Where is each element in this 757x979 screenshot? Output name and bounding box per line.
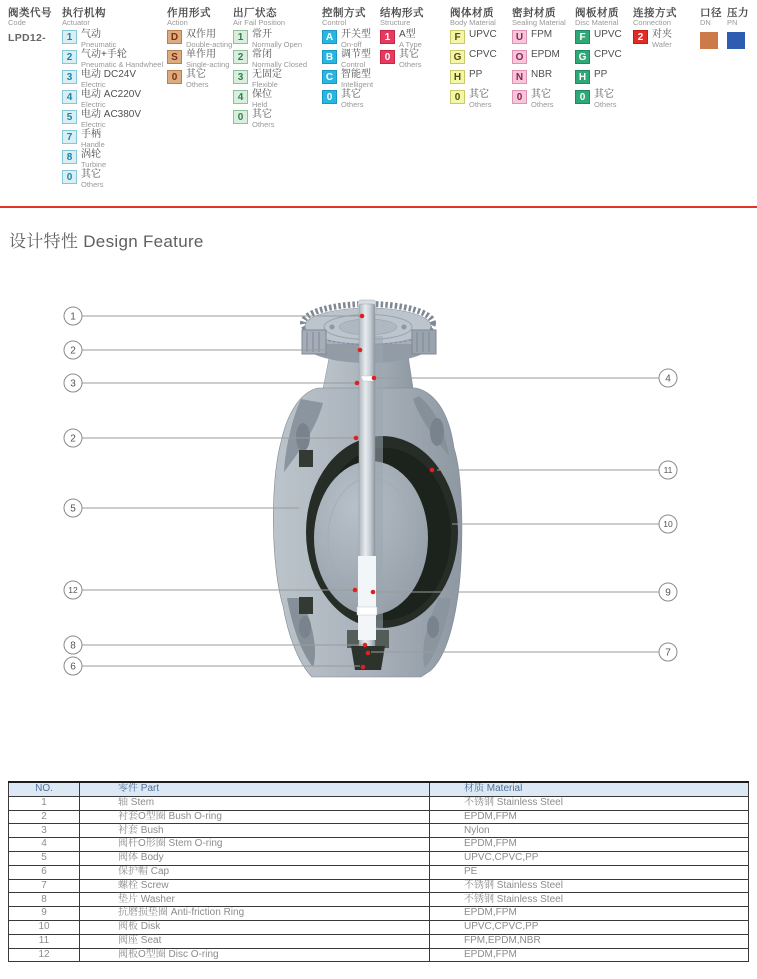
column-title-cn: 密封材质 — [512, 7, 556, 19]
table-row — [9, 879, 749, 893]
column-title-cn: 作用形式 — [167, 7, 211, 19]
part-no: 2 — [9, 810, 80, 824]
item-label-en: Single-acting — [186, 59, 230, 69]
column-title-cn: 阀类代号 — [8, 7, 52, 19]
part-no: 7 — [9, 879, 80, 893]
code-item — [322, 70, 373, 90]
code-column-control — [322, 8, 373, 110]
item-label-en: Others — [469, 99, 492, 109]
code-box: 1 — [380, 30, 395, 44]
item-label-cn: A型 — [399, 29, 416, 40]
part-name: 保护帽 Cap — [80, 865, 430, 879]
callout-number: 6 — [70, 661, 76, 673]
callout-number: 11 — [663, 465, 673, 476]
part-material: 不锈钢 Stainless Steel — [430, 893, 749, 907]
column-title-en: Structure — [380, 18, 411, 27]
column-title-cn: 执行机构 — [62, 7, 106, 19]
table-row — [9, 907, 749, 921]
item-label-cn: PP — [469, 69, 483, 80]
page-title — [9, 227, 204, 252]
code-box: 2 — [633, 30, 648, 44]
column-title-en: Sealing Material — [512, 18, 566, 27]
code-item — [167, 50, 232, 70]
part-material: UPVC,CPVC,PP — [430, 851, 749, 865]
item-label-cn: 其它 — [81, 169, 101, 180]
item-label-en: Control — [341, 59, 366, 69]
item-label-cn: UPVC — [469, 29, 497, 40]
item-label-cn: 气动 — [81, 29, 101, 40]
table-row — [9, 948, 749, 962]
item-label-en: Others — [399, 59, 422, 69]
item-label-cn: 其它 — [252, 109, 272, 120]
item-label-en: Others — [186, 79, 209, 89]
code-column-body-material — [450, 8, 497, 110]
item-label-cn: 其它 — [469, 89, 489, 100]
code-box: D — [167, 30, 182, 44]
callout-number: 9 — [665, 587, 671, 599]
code-item — [322, 90, 373, 110]
part-material: EPDM,FPM — [430, 948, 749, 962]
page-title-en: Design Feature — [83, 232, 204, 251]
item-label-cn: 其它 — [399, 49, 419, 60]
code-box: O — [512, 50, 527, 64]
callout-number: 1 — [70, 311, 76, 323]
part-no: 1 — [9, 796, 80, 810]
code-box: 0 — [167, 70, 182, 84]
code-item — [62, 90, 163, 110]
part-material: 不锈钢 Stainless Steel — [430, 796, 749, 810]
part-name: 阀板O型圈 Disc O-ring — [80, 948, 430, 962]
item-label-en: On-off — [341, 39, 362, 49]
code-item — [322, 30, 373, 50]
item-label-en: Normally Open — [252, 39, 303, 49]
code-box: A — [322, 30, 337, 44]
table-row — [9, 893, 749, 907]
column-title-cn: 出厂状态 — [233, 7, 277, 19]
table-row — [9, 824, 749, 838]
code-column-actuator — [62, 8, 163, 190]
column-title-en: Body Material — [450, 18, 496, 27]
item-label-cn: EPDM — [531, 49, 560, 60]
item-label-cn: 单作用 — [186, 49, 216, 60]
table-header-row — [9, 782, 749, 796]
item-label-en: Electric — [81, 119, 106, 129]
code-box: 3 — [233, 70, 248, 84]
code-item — [233, 70, 307, 90]
code-box: 0 — [512, 90, 527, 104]
code-box: N — [512, 70, 527, 84]
code-item — [450, 70, 497, 90]
code-item — [62, 150, 163, 170]
part-material: PE — [430, 865, 749, 879]
code-column-structure — [380, 8, 424, 70]
item-label-cn: 开关型 — [341, 29, 371, 40]
part-name: 阀杆O形圈 Stem O-ring — [80, 838, 430, 852]
part-material: EPDM,FPM — [430, 838, 749, 852]
part-material: Nylon — [430, 824, 749, 838]
part-no: 10 — [9, 920, 80, 934]
code-item — [450, 90, 497, 110]
item-label-cn: 对夹 — [652, 29, 672, 40]
code-box: 8 — [62, 150, 77, 164]
item-label-cn: 常开 — [252, 29, 272, 40]
code-item — [233, 30, 307, 50]
item-label-cn: 其它 — [594, 89, 614, 100]
code-box: 7 — [62, 130, 77, 144]
code-box: 0 — [62, 170, 77, 184]
item-label-en: Others — [531, 99, 554, 109]
code-item — [62, 30, 163, 50]
code-item — [633, 30, 677, 50]
callout-number: 8 — [70, 640, 76, 652]
code-box: G — [575, 50, 590, 64]
page-title-cn: 设计特性 — [9, 232, 79, 251]
column-title-en: Control — [322, 18, 347, 27]
item-label-cn: PP — [594, 69, 608, 80]
code-item — [62, 110, 163, 130]
code-box: S — [167, 50, 182, 64]
code-column-air-fail-position — [233, 8, 307, 130]
pn-color-swatch — [727, 32, 745, 49]
column-title-en: PN — [727, 18, 738, 27]
column-title-en: DN — [700, 18, 711, 27]
item-label-en: Others — [81, 179, 104, 189]
code-item — [62, 130, 163, 150]
code-item — [512, 70, 566, 90]
part-no: 12 — [9, 948, 80, 962]
column-title-cn: 阀板材质 — [575, 7, 619, 19]
code-column-sealing-material — [512, 8, 566, 110]
callout-number: 2 — [70, 345, 76, 357]
item-label-cn: 其它 — [341, 89, 361, 100]
code-box: 0 — [322, 90, 337, 104]
item-label-en: Pneumatic & Handwheel — [81, 59, 164, 69]
item-label-cn: 手柄 — [81, 129, 101, 140]
column-title-en: Action — [167, 18, 188, 27]
table-row — [9, 810, 749, 824]
part-no: 11 — [9, 934, 80, 948]
part-name: 轴 Stem — [80, 796, 430, 810]
item-label-cn: 常闭 — [252, 49, 272, 60]
item-label-en: Turbine — [81, 159, 107, 169]
code-item — [62, 170, 163, 190]
code-box: 0 — [450, 90, 465, 104]
table-row — [9, 851, 749, 865]
code-box: 4 — [233, 90, 248, 104]
item-label-en: Electric — [81, 79, 106, 89]
item-label-en: Wafer — [652, 39, 672, 49]
code-item — [62, 70, 163, 90]
code-column-pn — [727, 8, 749, 49]
code-item — [450, 30, 497, 50]
parts-table — [8, 781, 749, 962]
code-item — [167, 30, 232, 50]
code-box: 2 — [233, 50, 248, 64]
column-title-en: Disc Material — [575, 18, 619, 27]
item-label-cn: 其它 — [186, 69, 206, 80]
item-label-cn: 其它 — [531, 89, 551, 100]
part-no: 5 — [9, 851, 80, 865]
part-name: 阀座 Seat — [80, 934, 430, 948]
code-column-dn — [700, 8, 722, 49]
item-label-cn: CPVC — [469, 49, 497, 60]
part-no: 6 — [9, 865, 80, 879]
item-label-en: Electric — [81, 99, 106, 109]
callout-number: 5 — [70, 503, 76, 515]
item-label-cn: UPVC — [594, 29, 622, 40]
code-box: G — [450, 50, 465, 64]
code-item — [167, 70, 232, 90]
code-item — [575, 30, 622, 50]
callout-number: 4 — [665, 373, 671, 385]
code-box: 0 — [380, 50, 395, 64]
callout-number: 3 — [70, 378, 76, 390]
part-no: 9 — [9, 907, 80, 921]
part-no: 3 — [9, 824, 80, 838]
column-title-cn: 控制方式 — [322, 7, 366, 19]
item-label-en: A Type — [399, 39, 422, 49]
code-box: F — [575, 30, 590, 44]
code-box: C — [322, 70, 337, 84]
code-item — [575, 70, 622, 90]
code-box: H — [450, 70, 465, 84]
code-box: U — [512, 30, 527, 44]
column-title-cn: 结构形式 — [380, 7, 424, 19]
part-name: 阀体 Body — [80, 851, 430, 865]
part-name: 螺栓 Screw — [80, 879, 430, 893]
part-material: FPM,EPDM,NBR — [430, 934, 749, 948]
item-label-en: Double-acting — [186, 39, 233, 49]
item-label-cn: NBR — [531, 69, 553, 80]
item-label-cn: 无固定 — [252, 69, 282, 80]
code-box: 1 — [233, 30, 248, 44]
part-material: EPDM,FPM — [430, 810, 749, 824]
table-row — [9, 838, 749, 852]
item-label-cn: 涡轮 — [81, 149, 101, 160]
item-label-en: Others — [252, 119, 275, 129]
section-divider — [0, 206, 757, 208]
col-header-material: 材质 Material — [430, 782, 749, 796]
item-label-en: Normally Closed — [252, 59, 308, 69]
part-name: 阀板 Disk — [80, 920, 430, 934]
item-label-en: Others — [341, 99, 364, 109]
code-column-connection — [633, 8, 677, 50]
item-label-en: Others — [594, 99, 617, 109]
column-title-cn: 连接方式 — [633, 7, 677, 19]
code-box: 2 — [62, 50, 77, 64]
column-title-cn: 口径 — [700, 7, 722, 19]
table-row — [9, 920, 749, 934]
item-label-cn: 调节型 — [341, 49, 371, 60]
item-label-en: Pneumatic — [81, 39, 117, 49]
code-column-action — [167, 8, 232, 90]
callout-number: 2 — [70, 433, 76, 445]
code-item — [575, 50, 622, 70]
code-box: 5 — [62, 110, 77, 124]
item-label-en: Intelligent — [341, 79, 374, 89]
code-column-disc-material — [575, 8, 622, 110]
code-item — [450, 50, 497, 70]
item-label-cn: 智能型 — [341, 69, 371, 80]
part-material: EPDM,FPM — [430, 907, 749, 921]
item-label-en: Handle — [81, 139, 105, 149]
code-item — [512, 90, 566, 110]
callout-number: 12 — [68, 585, 78, 596]
part-name: 垫片 Washer — [80, 893, 430, 907]
item-label-en: Flexible — [252, 79, 278, 89]
code-box: 3 — [62, 70, 77, 84]
part-name: 衬套 Bush — [80, 824, 430, 838]
code-item — [233, 50, 307, 70]
column-title-en: Code — [8, 18, 26, 27]
part-material: UPVC,CPVC,PP — [430, 920, 749, 934]
code-box: 0 — [233, 110, 248, 124]
column-title-en: Actuator — [62, 18, 90, 27]
code-box: F — [450, 30, 465, 44]
code-box: 1 — [62, 30, 77, 44]
model-code: LPD12- — [8, 32, 46, 44]
item-label-cn: FPM — [531, 29, 553, 40]
item-label-cn: 双作用 — [186, 29, 216, 40]
column-title-cn: 阀体材质 — [450, 7, 494, 19]
item-label-cn: CPVC — [594, 49, 622, 60]
column-title-en: Air Fail Position — [233, 18, 286, 27]
part-name: 抗磨损垫圈 Anti-friction Ring — [80, 907, 430, 921]
item-label-cn: 气动+手轮 — [81, 49, 127, 60]
callout-number: 10 — [663, 519, 673, 530]
table-row — [9, 865, 749, 879]
code-box: B — [322, 50, 337, 64]
code-item — [380, 50, 424, 70]
code-item — [233, 90, 307, 110]
code-item — [512, 50, 566, 70]
col-header-no: NO. — [9, 782, 80, 796]
code-item — [322, 50, 373, 70]
item-label-cn: 保位 — [252, 89, 272, 100]
column-title-cn: 压力 — [727, 7, 749, 19]
code-column-code — [8, 8, 52, 44]
col-header-part: 零件 Part — [80, 782, 430, 796]
dn-color-swatch — [700, 32, 718, 49]
code-item — [380, 30, 424, 50]
code-item — [62, 50, 163, 70]
part-name: 衬套O型圈 Bush O-ring — [80, 810, 430, 824]
part-no: 8 — [9, 893, 80, 907]
table-row — [9, 796, 749, 810]
item-label-cn: 电动 DC24V — [81, 69, 137, 80]
item-label-cn: 电动 AC380V — [81, 109, 142, 120]
code-box: H — [575, 70, 590, 84]
code-item — [512, 30, 566, 50]
code-item — [233, 110, 307, 130]
code-item — [575, 90, 622, 110]
item-label-cn: 电动 AC220V — [81, 89, 142, 100]
code-box: 0 — [575, 90, 590, 104]
callout-number: 7 — [665, 647, 671, 659]
table-row — [9, 934, 749, 948]
item-label-en: Held — [252, 99, 268, 109]
part-no: 4 — [9, 838, 80, 852]
column-title-en: Connection — [633, 18, 671, 27]
code-box: 4 — [62, 90, 77, 104]
valve-illustration — [273, 300, 462, 677]
part-material: 不锈钢 Stainless Steel — [430, 879, 749, 893]
